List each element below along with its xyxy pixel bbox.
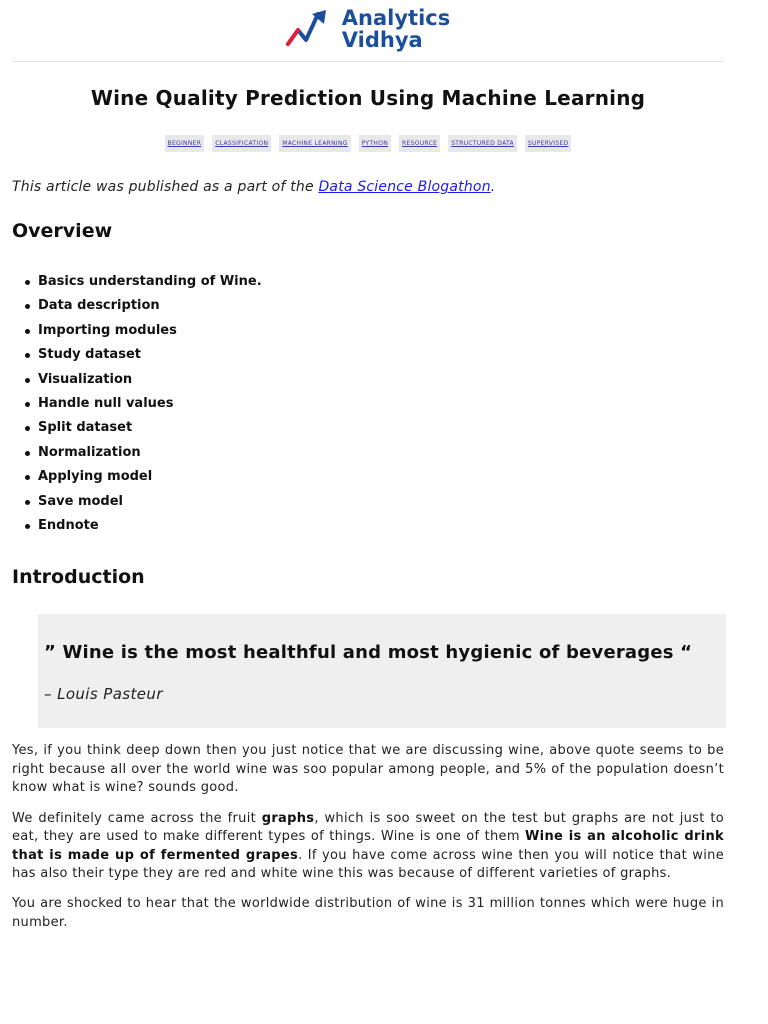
published-suffix: . — [490, 179, 496, 195]
list-item: Data description — [38, 294, 724, 318]
list-item: Split dataset — [38, 416, 724, 440]
p2-text-e: . If you have come across wine then you will notice that wine has also their type they are red and white wine this was because of different varieties of graphs. — [12, 847, 724, 881]
tag-resource[interactable]: RESOURCE — [399, 135, 440, 152]
list-item: Importing modules — [38, 319, 724, 343]
article-title: Wine Quality Prediction Using Machine Learning — [90, 86, 646, 110]
tag-machine-learning[interactable]: MACHINE LEARNING — [279, 135, 350, 152]
analytics-vidhya-logo-icon[interactable] — [286, 8, 336, 50]
tag-list — [12, 135, 724, 152]
quote-text: ” Wine is the most healthful and most hygienic of beverages “ — [44, 642, 693, 664]
tag-python[interactable]: PYTHON — [359, 135, 391, 152]
tag-structured-data[interactable]: STRUCTURED DATA — [448, 135, 517, 152]
published-note — [12, 179, 724, 195]
logo-line-1: Analytics — [341, 5, 451, 30]
list-item: Basics understanding of Wine. — [38, 270, 724, 294]
blockquote — [38, 614, 726, 728]
logo-wordmark[interactable] — [342, 7, 450, 51]
quote-author: – Louis Pasteur — [44, 685, 163, 704]
list-item: Handle null values — [38, 392, 724, 416]
published-prefix: This article was published as a part of the — [12, 179, 319, 195]
article-page — [12, 0, 724, 932]
list-item: Visualization — [38, 368, 724, 392]
tag-classification[interactable]: CLASSIFICATION — [212, 135, 271, 152]
intro-paragraph-3: You are shocked to hear that the worldwide distribution of wine is 31 million tonnes which were huge in number. — [12, 896, 724, 930]
site-header — [12, 0, 724, 62]
overview-heading: Overview — [12, 220, 113, 242]
intro-paragraph-2 — [12, 810, 724, 884]
list-item: Study dataset — [38, 343, 724, 367]
list-item: Normalization — [38, 441, 724, 465]
tag-supervised[interactable]: SUPERVISED — [525, 135, 572, 152]
p2-text-c: , which is soo sweet on the test but graphs are not just to eat, they are used to make different types of things. Wine is one of them — [12, 810, 724, 845]
intro-paragraph-1: Yes, if you think deep down then you just notice that we are discussing wine, above quote seems to be right because all over the world wine was soo popular among people, and 5% of the population doesn’t know what is wine? sounds good. — [12, 743, 724, 796]
p2-text-a: We definitely came across the fruit — [12, 810, 262, 826]
logo-line-2: Vidhya — [341, 27, 423, 52]
p2-bold-graphs: graphs — [261, 810, 315, 826]
tag-beginner[interactable]: BEGINNER — [165, 135, 205, 152]
blogathon-link[interactable]: Data Science Blogathon — [318, 179, 491, 195]
introduction-heading: Introduction — [12, 566, 145, 589]
list-item: Save model — [38, 490, 724, 514]
list-item: Applying model — [38, 465, 724, 489]
p2-bold-definition: Wine is an alcoholic drink that is made up of fermented grapes — [12, 829, 724, 863]
list-item: Endnote — [38, 514, 724, 538]
overview-list — [12, 270, 724, 538]
